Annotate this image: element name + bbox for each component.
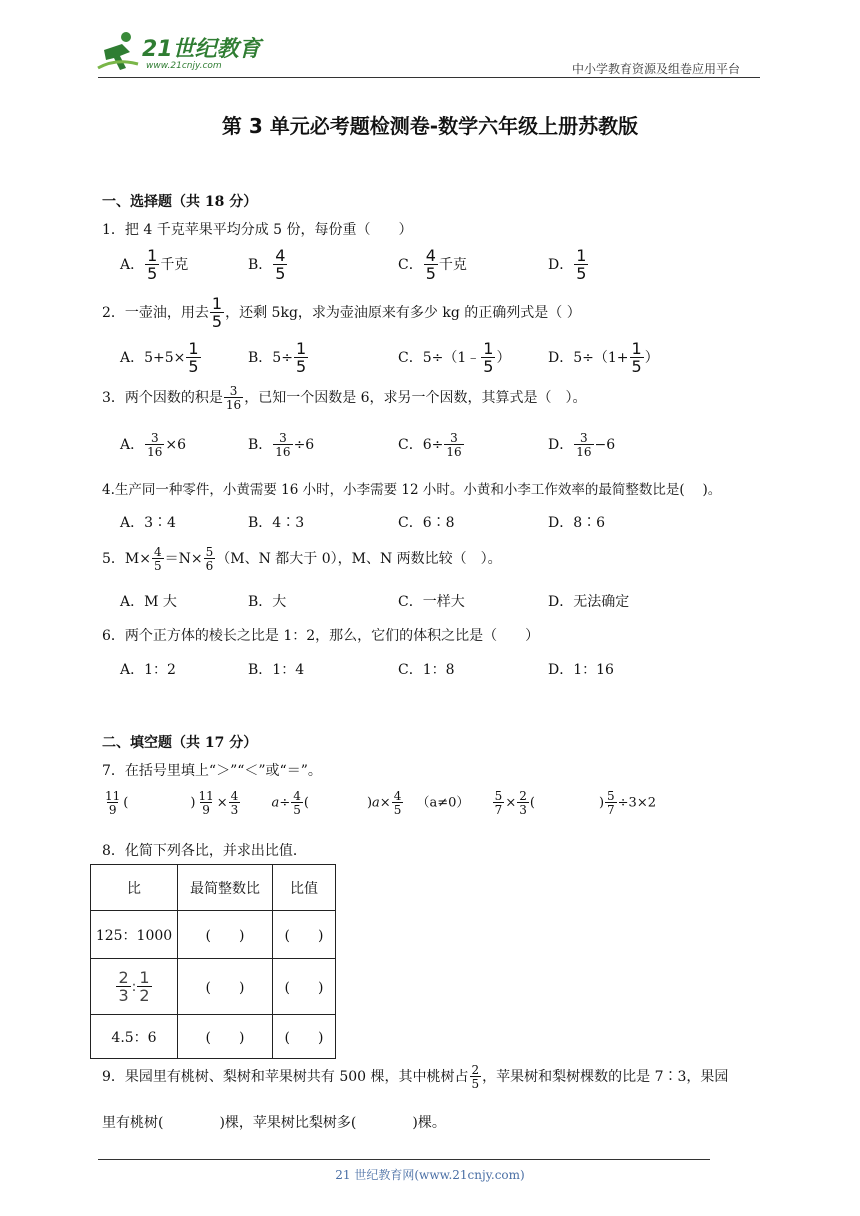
- q5-option-c: C．一样大: [398, 594, 465, 610]
- ratio-table: [90, 864, 336, 1059]
- ratio-cell: $\frac{2}{3}$ : $\frac{1}{2}$: [91, 959, 178, 1015]
- q3-option-a: A． $\frac{3}{16}$ ×6: [120, 431, 187, 459]
- q5-option-d: D．无法确定: [548, 594, 630, 610]
- q7-expressions: $\frac{11}{9}$ ( ) $\frac{11}{9}$ × $\frac{4}{3}$ a÷ $\frac{4}{5}$ ( )a× $\frac{4}{5}$ （a≠0） $\frac{5}{7}$ × $\frac{2}{3}$ ( ) $\frac{5}{7}$ ÷3×2: [105, 789, 656, 817]
- question-2: 2．一壶油，用去 $\frac{1}{5}$ ，还剩 5kg，求为壶油原来有多少 kg 的正确列式是（ ）: [102, 294, 581, 331]
- question-4: 4.生产同一种零件，小黄需要 16 小时，小李需要 12 小时。小黄和小李工作效率的最简整数比是( )。: [102, 482, 722, 498]
- q1-option-b: B． $\frac{4}{5}$: [248, 246, 286, 283]
- table-row: [91, 1015, 336, 1059]
- footer-divider: [98, 1159, 710, 1160]
- header-divider: [98, 77, 760, 78]
- q2-option-b: B．5÷ $\frac{1}{5}$: [248, 339, 307, 376]
- ratio-cell: 125：1000: [91, 911, 178, 959]
- logo: [96, 30, 261, 76]
- blank-cell: ( ): [273, 959, 336, 1015]
- platform-name: 中小学教育资源及组卷应用平台: [572, 62, 741, 76]
- section-heading-fill: 二、填空题（共 17 分）: [102, 735, 258, 751]
- q3-option-b: B． $\frac{3}{16}$ ÷6: [248, 431, 315, 459]
- q2-option-d: D．5÷（1+ $\frac{1}{5}$ ）: [548, 339, 659, 376]
- blank-cell: ( ): [178, 911, 273, 959]
- q3-option-c: C．6÷ $\frac{3}{16}$: [398, 431, 462, 459]
- q5-option-b: B．大: [248, 594, 287, 610]
- blank-cell: ( ): [178, 1015, 273, 1059]
- q6-option-a: A．1：2: [120, 662, 176, 678]
- table-row: [91, 911, 336, 959]
- q1-option-c: C． $\frac{4}{5}$ 千克: [398, 246, 467, 283]
- q2-option-c: C．5÷（1﹣ $\frac{1}{5}$ ）: [398, 339, 511, 376]
- blank-cell: ( ): [273, 911, 336, 959]
- ratio-cell: 4.5：6: [91, 1015, 178, 1059]
- q4-option-c: C．6∶8: [398, 515, 455, 531]
- runner-logo-icon: [96, 30, 140, 74]
- q6-option-c: C．1：8: [398, 662, 455, 678]
- question-3: 3．两个因数的积是 $\frac{3}{16}$ ，已知一个因数是 6，求另一个因数，其算式是（ ）。: [102, 384, 587, 412]
- q1-option-d: D． $\frac{1}{5}$: [548, 246, 587, 283]
- q2-option-a: A．5+5× $\frac{1}{5}$: [120, 339, 199, 376]
- q1-option-a: A． $\frac{1}{5}$ 千克: [120, 246, 189, 283]
- q5-option-a: A．M 大: [120, 594, 177, 610]
- q6-option-d: D．1：16: [548, 662, 614, 678]
- section-heading-choice: 一、选择题（共 18 分）: [102, 194, 258, 210]
- q4-option-d: D．8∶6: [548, 515, 606, 531]
- table-header: 最简整数比: [178, 865, 273, 911]
- q6-option-b: B．1：4: [248, 662, 305, 678]
- page-title: 第 3 单元必考题检测卷-数学六年级上册苏教版: [221, 114, 639, 138]
- logo-url: www.21cnjy.com: [146, 61, 222, 71]
- question-9-line-2: 里有桃树( )棵，苹果树比梨树多( )棵。: [102, 1115, 446, 1131]
- q3-option-d: D． $\frac{3}{16}$ −6: [548, 431, 616, 459]
- table-header: 比: [91, 865, 178, 911]
- question-6: 6．两个正方体的棱长之比是 1：2，那么，它们的体积之比是（ ）: [102, 628, 540, 644]
- table-header: 比值: [273, 865, 336, 911]
- question-1: 1．把 4 千克苹果平均分成 5 份，每份重（ ）: [102, 222, 413, 238]
- question-7: 7．在括号里填上“＞”“＜”或“＝”。: [102, 763, 322, 779]
- footer-text: 21 世纪教育网(www.21cnjy.com): [335, 1168, 525, 1182]
- table-row: [91, 959, 336, 1015]
- logo-text: 21世纪教育: [142, 37, 261, 62]
- question-9: 9．果园里有桃树、梨树和苹果树共有 500 棵，其中桃树占 $\frac{2}{5}$ ，苹果树和梨树棵数的比是 7∶3，果园: [102, 1063, 729, 1091]
- blank-cell: ( ): [273, 1015, 336, 1059]
- q4-option-a: A．3∶4: [120, 515, 176, 531]
- question-5: 5．M× $\frac{4}{5}$ ＝N× $\frac{5}{6}$ （M、N 都大于 0），M、N 两数比较（ ）。: [102, 545, 502, 573]
- question-8: 8．化简下列各比，并求出比值．: [102, 843, 307, 859]
- blank-cell: ( ): [178, 959, 273, 1015]
- q4-option-b: B．4∶3: [248, 515, 305, 531]
